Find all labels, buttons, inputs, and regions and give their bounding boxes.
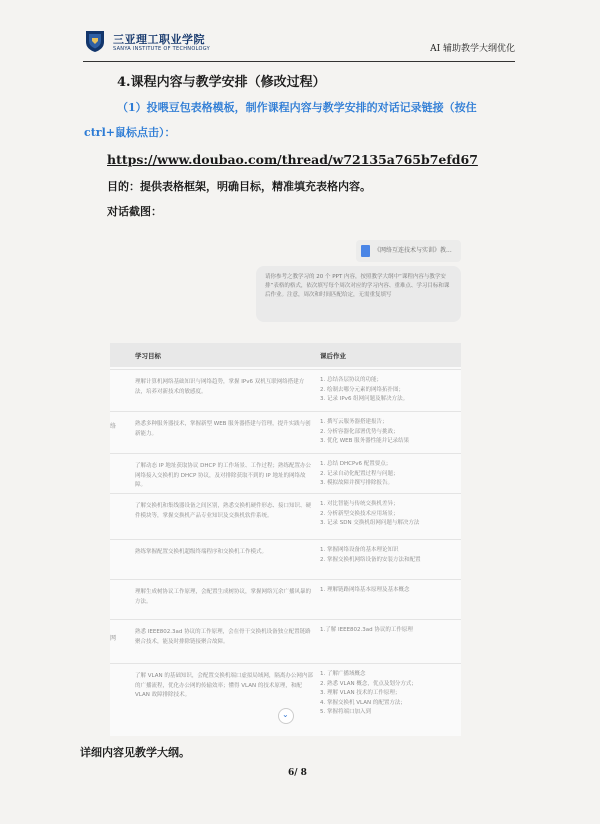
header-title: AI 辅助教学大纲优化 [430,44,515,54]
chevron-down-icon: ⌄ [282,710,289,719]
school-name-en: SANYA INSTITUTE OF TECHNOLOGY [113,46,211,52]
table-row [110,539,461,580]
learning-goal-cell: 理解计算机网络基础知识与网络趋势，掌握 IPv6 双机互联网络搭建方法，培养对新技术的敏感度。 [135,379,305,395]
learning-goal-cell: 理解生成树协议工作原理，会配置生成树协议，掌握网络冗余广播风暴的方法。 [135,589,312,605]
school-logo-icon [83,29,107,53]
header-homework: 课后作业 [320,352,346,360]
table-row [110,493,461,540]
learning-goal-cell: 熟悉多种服务器技术，掌握新型 WEB 服务器搭建与管理，提升实践与创新能力。 [135,421,311,437]
homework-cell: 1. 撰写云服务器搭建报告； 2. 分析容器化部署优势与挑战； 3. 优化 WEB 服务器性能并记录结果 [320,419,410,444]
file-attachment-chip [356,240,461,262]
section-heading: 4.课程内容与教学安排（修改过程） [117,75,326,90]
learning-goal-cell: 了解 VLAN 的基础知识，会配置交换机端口虚拟局域网，隔离办公网内部的广播流程，优化办公网的传输效率；懂得 VLAN 的技术原理，和配 VLAN 故障排除技术。 [135,673,313,698]
table-row [110,663,461,737]
header-learning-goal: 学习目标 [135,352,161,360]
homework-cell: 1. 总结 DHCPv6 配置要点； 2. 记录自动化配置过程与问题； 3. 模拟故障并撰写排除报告。 [320,461,399,486]
school-name-cn: 三亚理工职业学院 [113,33,205,46]
side-tag: 网 [110,635,117,642]
homework-cell: 1. 理解链路网络基本原理及基本概念 [320,587,410,593]
learning-goal-cell: 熟悉 IEEE802.3ad 协议的工作原理，会在骨干交换机设备独立配置链路聚合技术，能及时排除链接聚合故障。 [135,629,311,645]
homework-cell: 1. 总结各层协议的功能； 2. 绘制去哪分元素的网络拓扑图； 3. 记录 IPv6 组网问题及解决方法。 [320,377,409,402]
table-row [110,369,461,412]
schedule-table [110,343,461,736]
footer-note: 详细内容见教学大纲。 [80,746,190,759]
homework-cell: 1. 了解广播域概念 2. 熟悉 VLAN 概念，优点及划分方式； 3. 理解 VLAN 技术的工作原理； 4. 掌握交换机 VLAN 的配置方法； 5. 掌握将端口加入到 [320,671,417,715]
page-header [83,27,515,61]
table-row [110,453,461,494]
homework-cell: 1. 掌握网络设备的基本理论知识 2. 掌握交换机网络设备的安装方法和配置 [320,547,421,563]
screenshot-label: 对话截图： [107,205,162,218]
purpose-text: 目的：提供表格框架，明确目标，精准填充表格内容。 [107,180,371,193]
table-row [110,579,461,620]
instruction-line-2: ctrl+鼠标点击）： [84,126,176,139]
doubao-link[interactable]: https://www.doubao.com/thread/w72135a765b7efd67 [107,152,478,167]
header-divider [83,61,515,62]
chat-message-text: 请你参考之教学习的 20 个 PPT 内容，按照教学大纲中“课程内容与教学安排”表格的格式，依次填写每个周次对应的学习内容、重难点、学习目标和课后作业。注意，周次和时间匹配给定，无需重复填写 [265,274,450,298]
learning-goal-cell: 了解交换机和集线器设备之间区别，熟悉交换机硬件形态、接口知识、硬件模块等，掌握交换机产品专业知识及交换机软件系统。 [135,503,312,519]
chat-message-bubble [256,266,461,322]
page-number: 6/ 8 [288,768,307,778]
learning-goal-cell: 熟练掌握配置交换机超级终端程序和交换机工作模式。 [135,549,268,555]
table-row [110,619,461,664]
table-row [110,411,461,454]
scroll-down-button[interactable] [278,708,294,724]
file-name: 《网络互连技术与实训》教... [374,247,452,254]
homework-cell: 1. 对比智能与传统交换机差异； 2. 分析新型交换技术应用场景； 3. 记录 SDN 交换机组网问题与解决方法 [320,501,420,526]
document-icon [361,245,370,257]
homework-cell: 1.了解 IEEE802.3ad 协议的工作原理 [320,627,413,633]
side-tag: 络 [110,423,117,430]
table-header [110,343,461,367]
instruction-line-1: （1）投喂豆包表格模板，制作课程内容与教学安排的对话记录链接（按住 [117,101,477,114]
learning-goal-cell: 了解动态 IP 地址获取协议 DHCP 的工作场景、工作过程；熟练配置办公网络接入交换机的 DHCP 协议，及对排除获取不到的 IP 地址的网络故障。 [135,463,311,488]
